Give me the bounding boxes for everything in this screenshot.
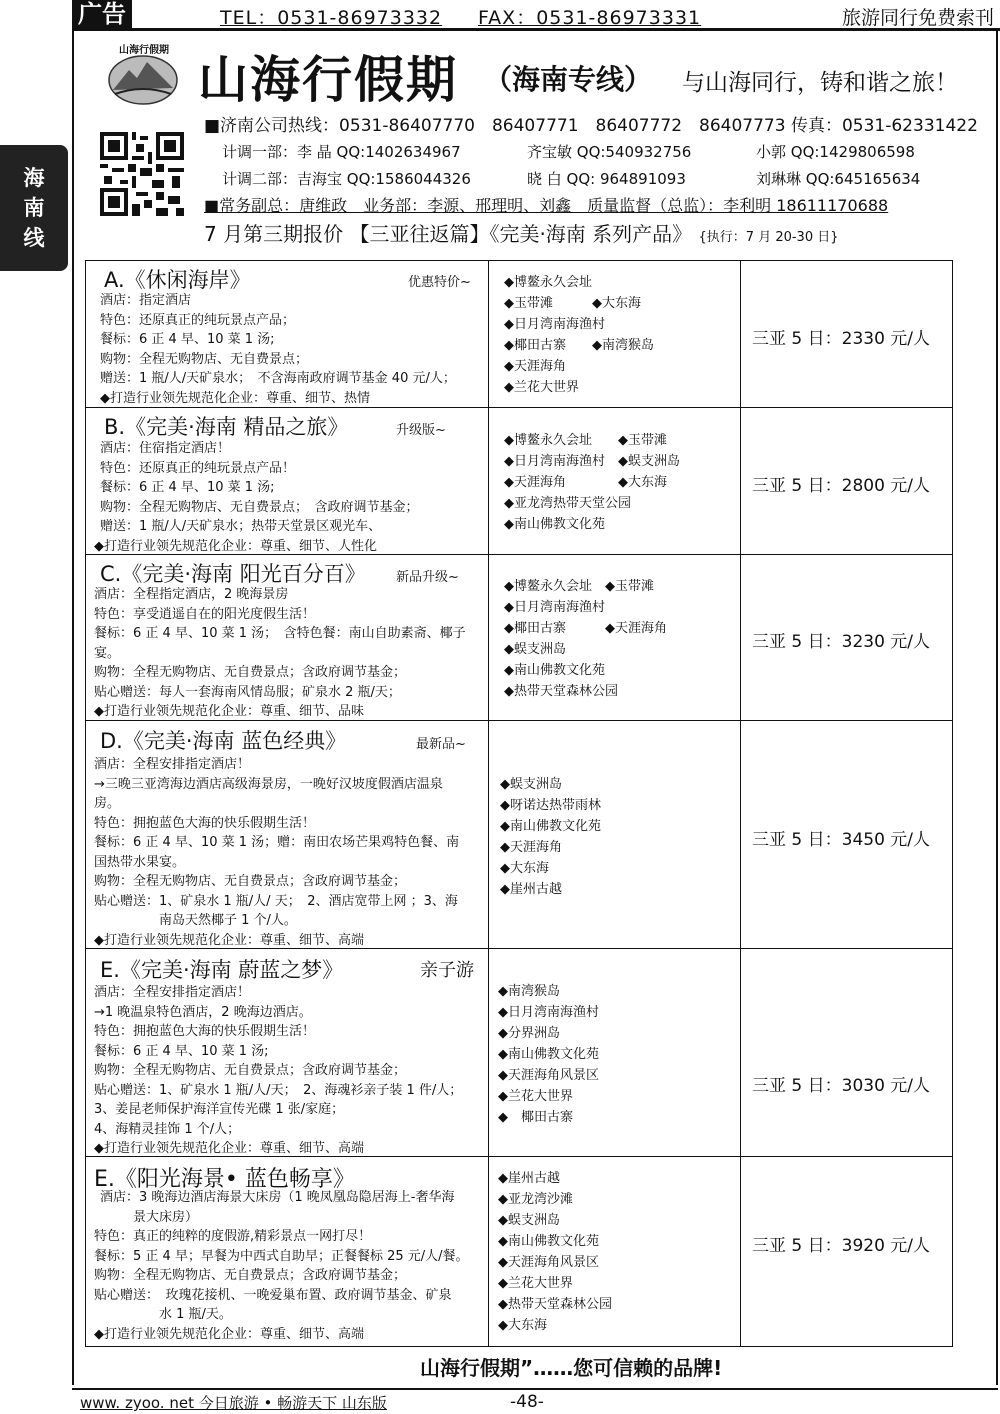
desc-line: 购物：全程无购物店、无自费景点； 含政府调节基金； [100,499,419,515]
product-price: 三亚 5 日：3920 元/人 [752,1236,931,1256]
product-tag: 亲子游 [420,960,474,981]
spot-item: ◆南湾猴岛 [498,984,560,999]
spot-item: ◆兰花大世界 [498,1089,573,1104]
page-number: -48- [510,1392,544,1412]
section-tab-char: 线 [23,226,45,250]
period-title [204,218,839,247]
product-desc [94,1188,469,1344]
product-price: 三亚 5 日：3030 元/人 [752,1076,931,1096]
product-title [100,558,366,588]
spot-list [498,981,599,1128]
desc-line: 贴心赠送：1、矿泉水 1 瓶/人/天； 2、海魂衫亲子装 1 件/人； [94,1082,463,1098]
product-title [100,954,343,984]
dept1-contact: 齐宝敏 QQ:540932756 [527,143,692,161]
desc-line: 特色：享受逍遥自在的阳光度假生活！ [94,606,316,622]
product-desc [94,755,459,950]
tel-number: TEL：0531-86973332 [220,7,443,29]
bottom-rule [72,1388,998,1390]
spot-item: ◆兰花大世界 [504,380,579,395]
staff-line: ■常务副总：唐维政 业务部：李源、邢理明、刘鑫 质量监督（总监）：李利明 18611170688 [204,196,889,215]
spot-item: ◆分界洲岛 [498,1026,560,1041]
spot-item: ◆热带天堂森林公园 [504,684,618,699]
spot-item: ◆亚龙湾热带天堂公园 [504,496,631,511]
dept2-contact: 刘琳琳 QQ:645165634 [756,170,921,188]
spot-item: ◆博鳌永久会址 [504,275,592,290]
section-tab-char: 南 [23,196,45,220]
spot-item: ◆天涯海角 ◆大东海 [504,475,667,490]
section-tab [0,145,68,271]
spot-item: ◆热带天堂森林公园 [498,1297,612,1312]
desc-line: 赠送：1 瓶/人/天矿泉水；热带天堂景区观光车、 [100,519,382,534]
spot-item: ◆蜈支洲岛 [504,642,566,657]
product-tag: 新品升级~ [396,570,459,585]
product-desc [94,983,462,1159]
desc-line: ◆打造行业领先规范化企业：尊重、细节、热情 [100,390,370,406]
spot-item: ◆日月湾南海渔村 [498,1005,599,1020]
product-price: 三亚 5 日：3450 元/人 [752,830,931,850]
spot-item: ◆天涯海角风景区 [498,1068,599,1083]
desc-line: ◆打造行业领先规范化企业：尊重、细节、人性化 [94,538,377,554]
spot-item: ◆南山佛教文化苑 [504,517,605,532]
spot-item: ◆大东海 [500,861,549,876]
product-title-text: A.《休闲海岸》 [104,268,251,292]
desc-line: 购物：全程无购物店、无自费景点；含政府调节基金； [94,874,407,889]
desc-line: ◆打造行业领先规范化企业：尊重、细节、品味 [94,704,364,719]
product-title-text: E.《完美·海南 蔚蓝之梦》 [100,958,344,982]
desc-line: 水 1 瓶/天。 [94,1307,232,1322]
product-tag: 优惠特价~ [408,275,471,290]
spot-list [498,1168,612,1336]
period-text: 7 月第三期报价 【三亚往返篇】《完美·海南 系列产品》 [204,222,693,246]
product-tag: 升级版~ [396,423,446,438]
desc-line: 贴心赠送：1、矿泉水 1 瓶/人/ 天； 2、酒店宽带上网 ；3、海 [94,893,458,909]
spot-item: ◆崖州古越 [500,882,562,897]
column-divider [740,260,741,1347]
desc-line: 3、姜昆老师保护海洋宣传光碟 1 张/家庭； [94,1102,345,1117]
desc-line: 房。 [94,796,121,811]
spot-item: ◆博鳌永久会址 ◆玉带滩 [504,579,654,594]
spot-item: ◆兰花大世界 [498,1276,573,1291]
fax-number: FAX：0531-86973331 [478,7,702,29]
product-desc [94,585,466,722]
desc-line: 赠送：1 瓶/人/天矿泉水； 不含海南政府调节基金 40 元/人； [100,371,456,386]
product-desc [94,439,419,556]
spot-item: ◆大东海 [498,1318,547,1333]
desc-line: ◆打造行业领先规范化企业：尊重、细节、高端 [94,1326,364,1342]
desc-line: 特色：拥抱蓝色大海的快乐假期生活！ [94,1024,316,1039]
spot-item: ◆日月湾南海渔村 [504,600,605,615]
dept1-contact: 小郭 QQ:1429806598 [756,143,915,161]
desc-line: 购物：全程无购物店、无自费景点；含政府调节基金； [94,665,407,680]
desc-line: 特色：还原真正的纯玩景点产品！ [100,460,296,476]
qr-code-icon [100,132,184,216]
desc-line: 购物：全程无购物店、无自费景点；含政府调节基金； [94,1063,407,1078]
hotline: ■济南公司热线：0531-86407770 86407771 86407772 86407773 传真：0531-62331422 [204,116,978,136]
product-price: 三亚 5 日：2800 元/人 [752,476,931,496]
product-title-text: B.《完美·海南 精品之旅》 [104,415,349,439]
spot-item: ◆呀诺达热带雨林 [500,798,601,813]
desc-line: 南岛天然椰子 1 个/人。 [94,913,297,928]
product-tag: 最新品~ [416,737,466,752]
spot-item: ◆日月湾南海渔村 ◆蜈支洲岛 [504,454,680,469]
spot-item: ◆南山佛教文化苑 [504,663,605,678]
desc-line: 酒店：住宿指定酒店！ [100,441,231,456]
desc-line: 酒店：指定酒店 [100,293,192,308]
product-title [104,411,348,441]
spot-list [504,576,667,702]
ad-label: 广告 [72,0,132,28]
desc-line: 酒店：3 晚海边酒店海景大床房（1 晚凤凰岛隐居海上-奢华海 [100,1190,455,1205]
desc-line: 酒店：全程安排指定酒店！ [94,985,251,1000]
spot-list [504,430,680,535]
section-tab-char: 海 [23,166,45,190]
spot-item: ◆南山佛教文化苑 [498,1234,599,1249]
spot-item: ◆亚龙湾沙滩 [498,1192,573,1207]
dept1-contact: 计调一部：李 晶 QQ:1402634967 [222,143,461,161]
brand-title: 山海行假期 [198,51,458,109]
dept2-contact: 晓 白 QQ: 964891093 [527,170,686,188]
column-divider [488,260,489,1347]
desc-line: 4、海精灵挂饰 1 个/人； [94,1121,241,1137]
spot-item: ◆南山佛教文化苑 [500,819,601,834]
magazine-slogan: 旅游同行免费索刊 [841,7,994,29]
spot-item: ◆蜈支洲岛 [498,1213,560,1228]
desc-line: 贴心赠送：每人一套海南风情岛服；矿泉水 2 瓶/天； [94,684,401,700]
product-title-text: D.《完美·海南 蓝色经典》 [100,729,347,753]
desc-line: 贴心赠送： 玫瑰花接机、一晚爱巢布置、政府调节基金、矿泉 [94,1287,452,1303]
product-price: 三亚 5 日：3230 元/人 [752,632,931,652]
dept2-contact: 计调二部：吉海宝 QQ:1586044326 [222,170,471,188]
period-note: {执行：7 月 20-30 日} [698,230,839,245]
brand-subtitle: （海南专线） [484,63,653,96]
spot-item: ◆崖州古越 [498,1171,560,1186]
spot-item: ◆椰田古寨 ◆南湾猴岛 [504,338,654,353]
spot-item: ◆日月湾南海渔村 [504,317,605,332]
spot-list [500,774,601,900]
spot-item: ◆ 椰田古寨 [498,1110,573,1125]
website-link[interactable]: www. zyoo. net 今日旅游 • 畅游天下 山东版 [80,1394,387,1412]
desc-line: 酒店：全程安排指定酒店！ [94,757,251,772]
product-title [100,725,346,755]
desc-line: 特色：拥抱蓝色大海的快乐假期生活！ [94,815,316,831]
spot-list [504,272,654,398]
desc-line: 购物：全程无购物店、无自费景点；含政府调节基金； [94,1268,407,1283]
spot-item: ◆天涯海角风景区 [498,1255,599,1270]
desc-line: 餐标：6 正 4 早、10 菜 1 汤；赠：南田农场芒果鸡特色餐、南 [94,835,460,850]
desc-line: 酒店：全程指定酒店，2 晚海景房 [94,587,289,602]
spot-item: ◆博鳌永久会址 ◆玉带滩 [504,433,667,448]
desc-line: 特色：还原真正的纯玩景点产品； [100,312,296,328]
footer-brand: 山海行假期”……您可信赖的品牌! [420,1356,723,1380]
desc-line: 特色：真正的纯粹的度假游,精彩景点一网打尽！ [94,1229,372,1244]
desc-line: 餐标：5 正 4 早；早餐为中西式自助早；正餐餐标 25 元/人/餐。 [94,1248,469,1264]
desc-line: ◆打造行业领先规范化企业：尊重、细节、高端 [94,932,364,948]
spot-item: ◆蜈支洲岛 [500,777,562,792]
product-desc [100,291,456,408]
brand-tagline: 与山海同行，铸和谐之旅！ [682,70,958,96]
product-title-text: E.《阳光海景• 蓝色畅享》 [94,1167,355,1192]
spot-item: ◆天涯海角 [500,840,562,855]
spot-item: ◆椰田古寨 ◆天涯海角 [504,621,667,636]
product-price: 三亚 5 日：2330 元/人 [752,329,931,349]
desc-line: 餐标：6 正 4 早、10 菜 1 汤; [94,1043,269,1059]
spot-item: ◆玉带滩 ◆大东海 [504,296,641,311]
product-title-text: C.《完美·海南 阳光百分百》 [100,562,366,586]
desc-line: 景大床房） [94,1209,199,1225]
desc-line: 购物：全程无购物店、无自费景点； [100,351,309,367]
desc-line: 餐标：6 正 4 早、10 菜 1 汤； 含特色餐：南山自助素斋、椰子 [94,626,466,641]
desc-line: →1 晚温泉特色酒店，2 晚海边酒店。 [94,1004,312,1020]
spot-item: ◆南山佛教文化苑 [498,1047,599,1062]
desc-line: 餐标：6 正 4 早、10 菜 1 汤; [100,480,275,495]
desc-line: ◆打造行业领先规范化企业：尊重、细节、高端 [94,1141,364,1156]
logo-text: 山海行假期 [119,45,169,56]
desc-line: →三晚三亚湾海边酒店高级海景房，一晚好汉坡度假酒店温泉 [94,776,443,792]
spot-item: ◆天涯海角 [504,359,566,374]
desc-line: 餐标：6 正 4 早、10 菜 1 汤; [100,332,275,347]
desc-line: 国热带水果宴。 [94,854,186,870]
desc-line: 宴。 [94,645,121,661]
product-title [104,264,251,294]
